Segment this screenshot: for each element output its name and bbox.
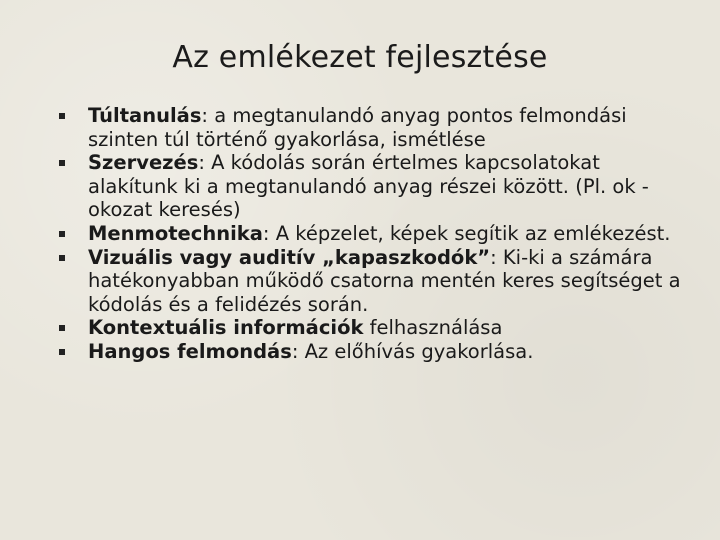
bullet-item: [55, 151, 685, 222]
bullet-item: [55, 222, 685, 246]
bullet-text: felhasználása: [363, 316, 503, 340]
bullet-term: Túltanulás: [88, 104, 202, 127]
square-bullet-icon: [59, 255, 65, 261]
square-bullet-icon: [59, 113, 65, 119]
bullet-text: : Az előhívás gyakorlása.: [291, 339, 534, 363]
bullet-text: : Ki-ki a számára hatékonyabban működő csatorna mentén keres segítséget a kódolás és a felidézés során.: [88, 245, 681, 316]
square-bullet-icon: [59, 160, 65, 166]
bullet-term: Vizuális vagy auditív „kapaszkodók”: [88, 245, 491, 269]
bullet-term: Kontextuális információk: [88, 316, 364, 340]
bullet-text: : A kódolás során értelmes kapcsolatokat alakítunk ki a megtanulandó anyag részei között. (Pl. ok -okozat keresés): [88, 151, 649, 222]
bullet-text: : A képzelet, képek segítik az emlékezést.: [262, 221, 671, 245]
square-bullet-icon: [59, 231, 65, 237]
square-bullet-icon: [59, 349, 65, 355]
square-bullet-icon: [59, 325, 65, 331]
bullet-text: : a megtanulandó anyag pontos felmondási szinten túl történő gyakorlása, ismétlése: [88, 104, 627, 151]
bullet-item: [55, 246, 685, 317]
bullet-term: Menmotechnika: [88, 221, 263, 245]
slide-title: Az emlékezet fejlesztése: [172, 40, 548, 75]
bullet-list: [55, 104, 685, 364]
bullet-item: [55, 340, 685, 364]
bullet-term: Szervezés: [88, 151, 199, 175]
bullet-item: [55, 316, 685, 340]
bullet-item: [55, 104, 685, 151]
bullet-term: Hangos felmondás: [88, 339, 292, 363]
